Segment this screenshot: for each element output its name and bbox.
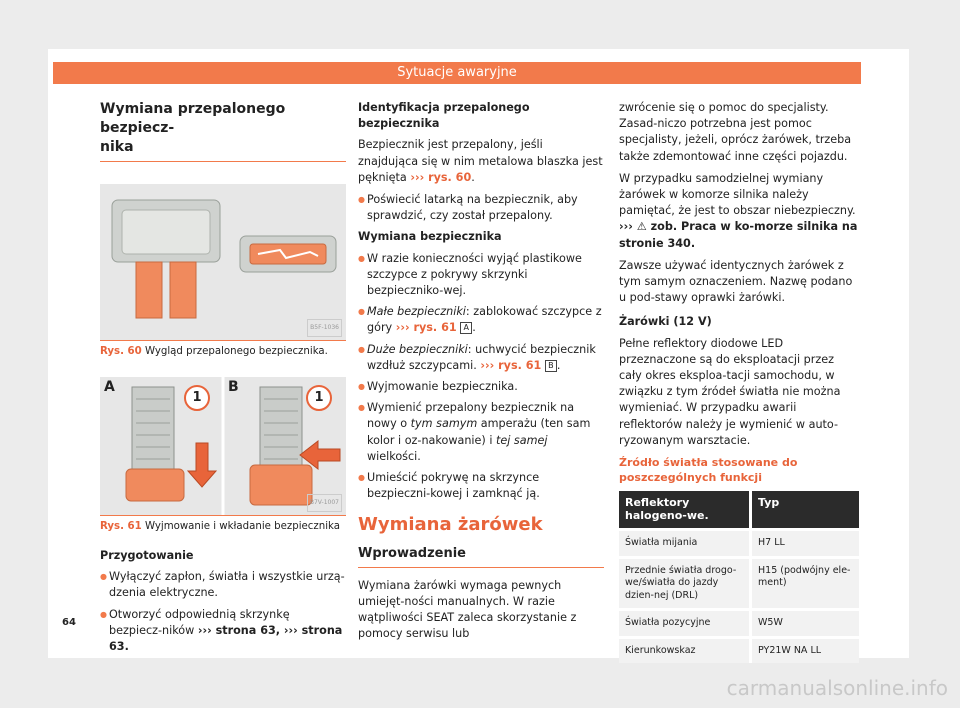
column-right: [619, 100, 859, 663]
list-item: ● Poświecić latarką na bezpiecznik, aby sprawdzić, czy został przepalony.: [358, 192, 604, 224]
table-header-cell: Reflektory halogeno-we.: [619, 491, 751, 530]
page-number: 64: [62, 617, 76, 628]
figure-label-b: B: [228, 379, 239, 395]
table-cell: Światła pozycyjne: [619, 610, 751, 638]
figure-fuse-removal: [100, 377, 346, 516]
watermark: carmanualsonline.info: [726, 676, 948, 700]
list-item: ● Umieścić pokrywę na skrzynce bezpieczni-kowej i zamknąć ją.: [358, 470, 604, 502]
section-divider: [100, 161, 346, 162]
figure-part-marker: B: [545, 360, 557, 372]
subsection-title-intro: Wprowadzenie: [358, 546, 466, 562]
table-cell: W5W: [751, 610, 860, 638]
figure-label-a: A: [104, 379, 115, 395]
paragraph: Wymiana żarówki wymaga pewnych umiejęt-ności manualnych. W razie wątpliwości SEAT zaleca skorzystanie z pomocy serwisu lub: [358, 578, 577, 641]
list-item-text: : zablokować szczypce z góry: [367, 305, 602, 335]
figure-reference-link[interactable]: ››› rys. 61: [480, 358, 542, 372]
table-cell: Światła mijania: [619, 530, 751, 558]
table-cell: PY21W NA LL: [751, 637, 860, 663]
paragraph: zwrócenie się o pomoc do specjalisty. Zasad-niczo potrzebna jest pomoc specjalisty, jeżeli, oprócz żarówek, trzeba także zdemontować inne części pojazdu.: [619, 101, 852, 163]
table-row: [619, 557, 859, 610]
list-item-text: amperażu (ten sam kolor i oz-nakowanie) i: [367, 417, 591, 447]
section-divider: [358, 567, 604, 568]
heading-replacement: Wymiana bezpiecznika: [358, 230, 502, 244]
figure-caption-text: Wygląd przepalonego bezpiecznika.: [144, 346, 328, 357]
figure-number: Rys. 60: [100, 346, 142, 357]
paragraph-text: Bezpiecznik jest przepalony, jeśli znajdująca się w nim metalowa blaszka jest pęknięta: [358, 138, 603, 184]
list-item: ● Wyłączyć zapłon, światła i wszystkie urzą-dzenia elektryczne.: [100, 569, 346, 601]
list-item: [358, 400, 604, 465]
emphasis-text: tym samym: [410, 417, 478, 431]
list-item: [100, 607, 346, 656]
heading-preparation: Przygotowanie: [100, 549, 194, 562]
table-cell: Przednie światła drogo-we/światła do jazdy dzien-nej (DRL): [619, 557, 751, 610]
figure-reference-link[interactable]: ››› rys. 61: [395, 321, 457, 335]
table-row: [619, 530, 859, 558]
figure-number: Rys. 61: [100, 521, 142, 532]
figure-caption-text: Wyjmowanie i wkładanie bezpiecznika: [144, 521, 341, 532]
table-cell: H7 LL: [751, 530, 860, 558]
bulb-table: [619, 491, 859, 663]
emphasis-text: tej samej: [496, 433, 548, 447]
heading-bulbs-12v: Żarówki (12 V): [619, 315, 712, 329]
list-item: ● Duże bezpieczniki: uchwycić bezpiecznik wzdłuż szczypcami. ››› rys. 61 B .: [358, 342, 604, 374]
table-title: Źródło światła stosowane do poszczególnych funkcji: [619, 456, 798, 485]
list-item: ● W razie konieczności wyjąć plastikowe szczypce z pokrywy skrzynki bezpieczniko-wej.: [358, 251, 604, 300]
list-item: ● Małe bezpieczniki: zablokować szczypce z góry ››› rys. 61 A .: [358, 304, 604, 336]
blown-fuse-illustration: [100, 184, 346, 340]
callout-1-a: 1: [184, 385, 210, 411]
table-cell: Kierunkowskaz: [619, 637, 751, 663]
figure-caption: [100, 345, 346, 359]
figure-code: B5F-1036: [307, 319, 342, 337]
paragraph-text: W przypadku samodzielnej wymiany żarówek w komorze silnika należy pamiętać, że jest to obszar niebezpieczny.: [619, 171, 856, 218]
figure-reference-link[interactable]: ››› rys. 60: [410, 170, 472, 184]
table-header-cell: Typ: [751, 491, 860, 530]
list-item-text: : uchwycić bezpiecznik wzdłuż szczypcami.: [367, 342, 596, 372]
paragraph: Bezpiecznik jest przepalony, jeśli znajdująca się w nim metalowa blaszka jest pęknięta ››› rys. 60.: [358, 138, 603, 184]
list-item-text: Wymienić przepalony bezpiecznik na nowy o: [367, 401, 575, 431]
paragraph: Zawsze używać identycznych żarówek z tym samym oznaczeniem. Nazwę podano u pod-stawy oprawki żarówki.: [619, 258, 853, 305]
figure-part-marker: A: [460, 322, 472, 334]
figure-caption: [100, 520, 346, 534]
page-reference-link[interactable]: ››› strona 63, ››› strona 63.: [109, 623, 343, 654]
column-left: [100, 100, 346, 660]
emphasis-text: Duże bezpieczniki: [367, 342, 468, 356]
callout-1-b: 1: [306, 385, 332, 411]
heading-identification: Identyfikacja przepalonego bezpiecznika: [358, 101, 530, 131]
list-item: ● Wyjmowanie bezpiecznika.: [358, 379, 604, 395]
emphasis-text: Małe bezpieczniki: [367, 305, 466, 319]
paragraph: [619, 171, 859, 252]
list-item-text: wielkości.: [367, 449, 421, 463]
page-reference-link[interactable]: ››› ⚠ zob. Praca w ko-morze silnika na stronie 340.: [619, 220, 858, 250]
section-title-bulbs: Wymiana żarówek: [358, 514, 543, 536]
table-row: [619, 637, 859, 663]
figure-blown-fuse: [100, 184, 346, 341]
paragraph: Pełne reflektory diodowe LED przeznaczone są do eksploatacji przez cały okres eksploa-tacji samochodu, w związku z tym źródeł światła nie można wymieniać. W przypadku awarii reflektorów należy je wymienić w auto-ryzowanym warsztacie.: [619, 336, 841, 447]
figure-code: B7V-1007: [307, 494, 342, 512]
page-header: Sytuacje awaryjne: [53, 62, 861, 84]
column-middle: [358, 100, 604, 648]
section-title-fuse: Wymiana przepalonego bezpiecz- nika: [100, 101, 286, 155]
table-header-row: [619, 491, 859, 530]
table-row: [619, 610, 859, 638]
table-cell: H15 (podwójny ele-ment): [751, 557, 860, 610]
list-item-text: Otworzyć odpowiednią skrzynkę bezpiecz-ników: [109, 607, 290, 637]
